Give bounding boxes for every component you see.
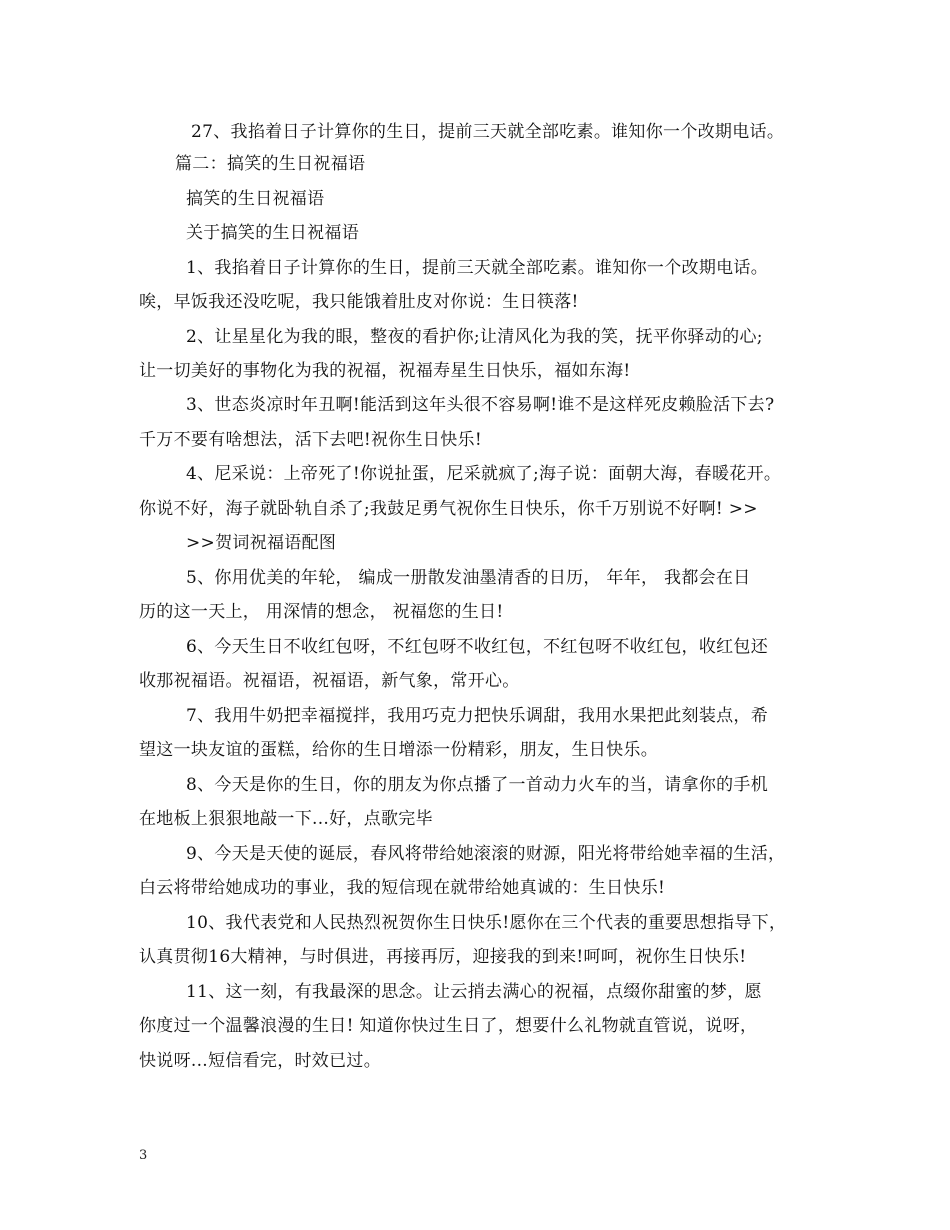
paragraph-9-line-2: 白云将带给她成功的事业，我的短信现在就带给她真诚的：生日快乐! xyxy=(139,878,666,898)
paragraph-10-line-2: 认真贯彻16大精神，与时俱进，再接再厉，迎接我的到来!呵呵，祝你生日快乐! xyxy=(139,947,747,967)
title-line: 搞笑的生日祝福语 xyxy=(186,189,325,209)
paragraph-5-line-2: 历的这一天上， 用深情的想念， 祝福您的生日! xyxy=(139,602,504,622)
paragraph-7-line-2: 望这一块友谊的蛋糕，给你的生日增添一份精彩，朋友，生日快乐。 xyxy=(139,740,658,760)
paragraph-6-line-2: 收那祝福语。祝福语，祝福语，新气象，常开心。 xyxy=(139,671,520,691)
paragraph-9-line-1: 9、今天是天使的诞辰，春风将带给她滚滚的财源，阳光将带给她幸福的生活， xyxy=(186,844,786,864)
paragraph-6-line-1: 6、今天生日不收红包呀，不红包呀不收红包，不红包呀不收红包，收红包还 xyxy=(186,637,769,657)
paragraph-8-line-1: 8、今天是你的生日，你的朋友为你点播了一首动力火车的当，请拿你的手机 xyxy=(186,775,769,795)
paragraph-11-line-1: 11、这一刻，有我最深的思念。让云捎去满心的祝福，点缀你甜蜜的梦，愿 xyxy=(186,982,762,1002)
paragraph-3-line-1: 3、世态炎凉时年丑啊!能活到这年头很不容易啊!谁不是这样死皮赖脸活下去? xyxy=(186,395,775,415)
text-line: 27、我掐着日子计算你的生日，提前三天就全部吃素。谁知你一个改期电话。 xyxy=(191,122,785,142)
paragraph-10-line-1: 10、我代表党和人民热烈祝贺你生日快乐!愿你在三个代表的重要思想指导下， xyxy=(186,913,787,933)
paragraph-7-line-1: 7、我用牛奶把幸福搅拌，我用巧克力把快乐调甜，我用水果把此刻装点，希 xyxy=(186,706,769,726)
paragraph-2-line-2: 让一切美好的事物化为我的祝福，祝福寿星生日快乐，福如东海! xyxy=(139,361,631,381)
paragraph-1-line-2: 唉，早饭我还没吃呢，我只能饿着肚皮对你说：生日筷落! xyxy=(139,292,579,312)
subtitle-line: 关于搞笑的生日祝福语 xyxy=(186,223,359,243)
section-heading: 篇二：搞笑的生日祝福语 xyxy=(175,154,366,174)
image-caption-line: >>贺词祝福语配图 xyxy=(186,533,337,553)
paragraph-3-line-2: 千万不要有啥想法，活下去吧!祝你生日快乐! xyxy=(139,430,482,450)
paragraph-11-line-3: 快说呀...短信看完，时效已过。 xyxy=(139,1051,382,1071)
paragraph-1-line-1: 1、我掐着日子计算你的生日，提前三天就全部吃素。谁知你一个改期电话。 xyxy=(186,258,769,278)
paragraph-8-line-2: 在地板上狠狠地敲一下...好，点歌完毕 xyxy=(139,809,433,829)
paragraph-4-line-1: 4、尼采说：上帝死了!你说扯蛋，尼采就疯了;海子说：面朝大海，春暖花开。 xyxy=(186,464,782,484)
paragraph-2-line-1: 2、让星星化为我的眼，整夜的看护你;让清风化为我的笑，抚平你驿动的心; xyxy=(186,327,763,347)
paragraph-4-line-2: 你说不好，海子就卧轨自杀了;我鼓足勇气祝你生日快乐，你千万别说不好啊! >> xyxy=(139,499,758,519)
paragraph-5-line-1: 5、你用优美的年轮， 编成一册散发油墨清香的日历， 年年， 我都会在日 xyxy=(186,568,751,588)
paragraph-11-line-2: 你度过一个温馨浪漫的生日! 知道你快过生日了，想要什么礼物就直管说，说呀， xyxy=(139,1016,758,1036)
page-number: 3 xyxy=(139,1148,148,1163)
